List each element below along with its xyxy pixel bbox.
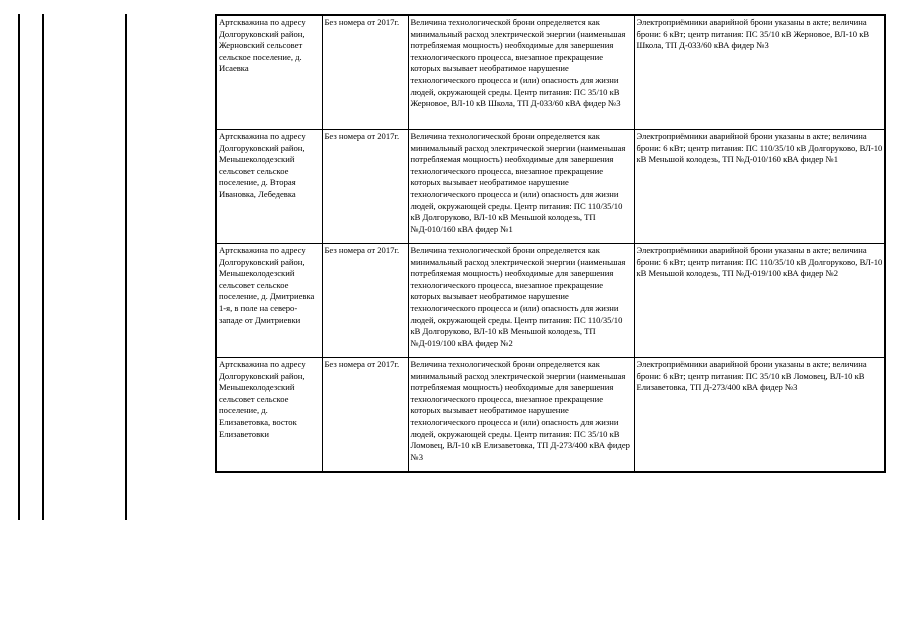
receivers-cell: Электроприёмники аварийной брони указаны в акте; величина брони: 6 кВт; центр питания: ПС 110/35/10 кВ Долгоруково, ВЛ-10 кВ Меньшой колодезь, ТП №Д-019/100 кВА фидер №2: [634, 244, 885, 358]
column-rule-1: [18, 14, 20, 520]
description-cell: Величина технологической брони определяется как минимальный расход электрической энергии (наименьшая потребляемая мощность) необходимые для завершения технологического процесса, внезапное прекращение которых вызывает необратимое нарушение технологического процесса и (или) опасность для жизни людей, окружающей среды. Центр питания: ПС 35/10 кВ Жерновое, ВЛ-10 кВ Школа, ТП Д-033/60 кВА фидер №3: [408, 15, 634, 130]
receivers-cell: Электроприёмники аварийной брони указаны в акте; величина брони: 6 кВт; центр питания: ПС 110/35/10 кВ Долгоруково, ВЛ-10 кВ Меньшой колодезь, ТП №Д-010/160 кВА фидер №1: [634, 130, 885, 244]
column-rule-2: [42, 14, 44, 520]
number-cell: Без номера от 2017г.: [322, 15, 408, 130]
object-cell: Артскважина по адресу Долгоруковский район, Меньшеколодезский сельсовет сельское поселение, д. Елизаветовка, восток Елизаветовки: [216, 358, 322, 473]
object-cell: Артскважина по адресу Долгоруковский район, Жерновский сельсовет сельское поселение, д. Исаевка: [216, 15, 322, 130]
number-cell: Без номера от 2017г.: [322, 244, 408, 358]
receivers-cell: Электроприёмники аварийной брони указаны в акте; величина брони: 6 кВт; центр питания: ПС 35/10 кВ Жерновое, ВЛ-10 кВ Школа, ТП Д-033/60 кВА фидер №3: [634, 15, 885, 130]
reserve-table: [215, 14, 886, 473]
description-cell: Величина технологической брони определяется как минимальный расход электрической энергии (наименьшая потребляемая мощность) необходимые для завершения технологического процесса, внезапное прекращение которых вызывает необратимое нарушение технологического процесса и (или) опасность для жизни людей, окружающей среды. Центр питания: ПС 110/35/10 кВ Долгоруково, ВЛ-10 кВ Меньшой колодезь, ТП №Д-010/160 кВА фидер №1: [408, 130, 634, 244]
description-cell: Величина технологической брони определяется как минимальный расход электрической энергии (наименьшая потребляемая мощность) необходимые для завершения технологического процесса, внезапное прекращение которых вызывает необратимое нарушение технологического процесса и (или) опасность для жизни людей, окружающей среды. Центр питания: ПС 35/10 кВ Ломовец, ВЛ-10 кВ Елизаветовка, ТП Д-273/400 кВА фидер №3: [408, 358, 634, 473]
table-row: [216, 15, 885, 130]
column-rule-3: [125, 14, 127, 520]
receivers-cell: Электроприёмники аварийной брони указаны в акте; величина брони: 6 кВт; центр питания: ПС 35/10 кВ Ломовец, ВЛ-10 кВ Елизаветовка, ТП Д-273/400 кВА фидер №3: [634, 358, 885, 473]
object-cell: Артскважина по адресу Долгоруковский район, Меньшеколодезский сельсовет сельское поселение, д. Вторая Ивановка, Лебедевка: [216, 130, 322, 244]
number-cell: Без номера от 2017г.: [322, 130, 408, 244]
number-cell: Без номера от 2017г.: [322, 358, 408, 473]
table-row: [216, 358, 885, 473]
object-cell: Артскважина по адресу Долгоруковский район, Меньшеколодезский сельсовет сельское поселение, д. Дмитриевка 1-я, в поле на северо-западе от Дмитриевки: [216, 244, 322, 358]
table-row: [216, 130, 885, 244]
description-cell: Величина технологической брони определяется как минимальный расход электрической энергии (наименьшая потребляемая мощность) необходимые для завершения технологического процесса, внезапное прекращение которых вызывает необратимое нарушение технологического процесса и (или) опасность для жизни людей, окружающей среды. Центр питания: ПС 110/35/10 кВ Долгоруково, ВЛ-10 кВ Меньшой колодезь, ТП №Д-019/100 кВА фидер №2: [408, 244, 634, 358]
table-row: [216, 244, 885, 358]
